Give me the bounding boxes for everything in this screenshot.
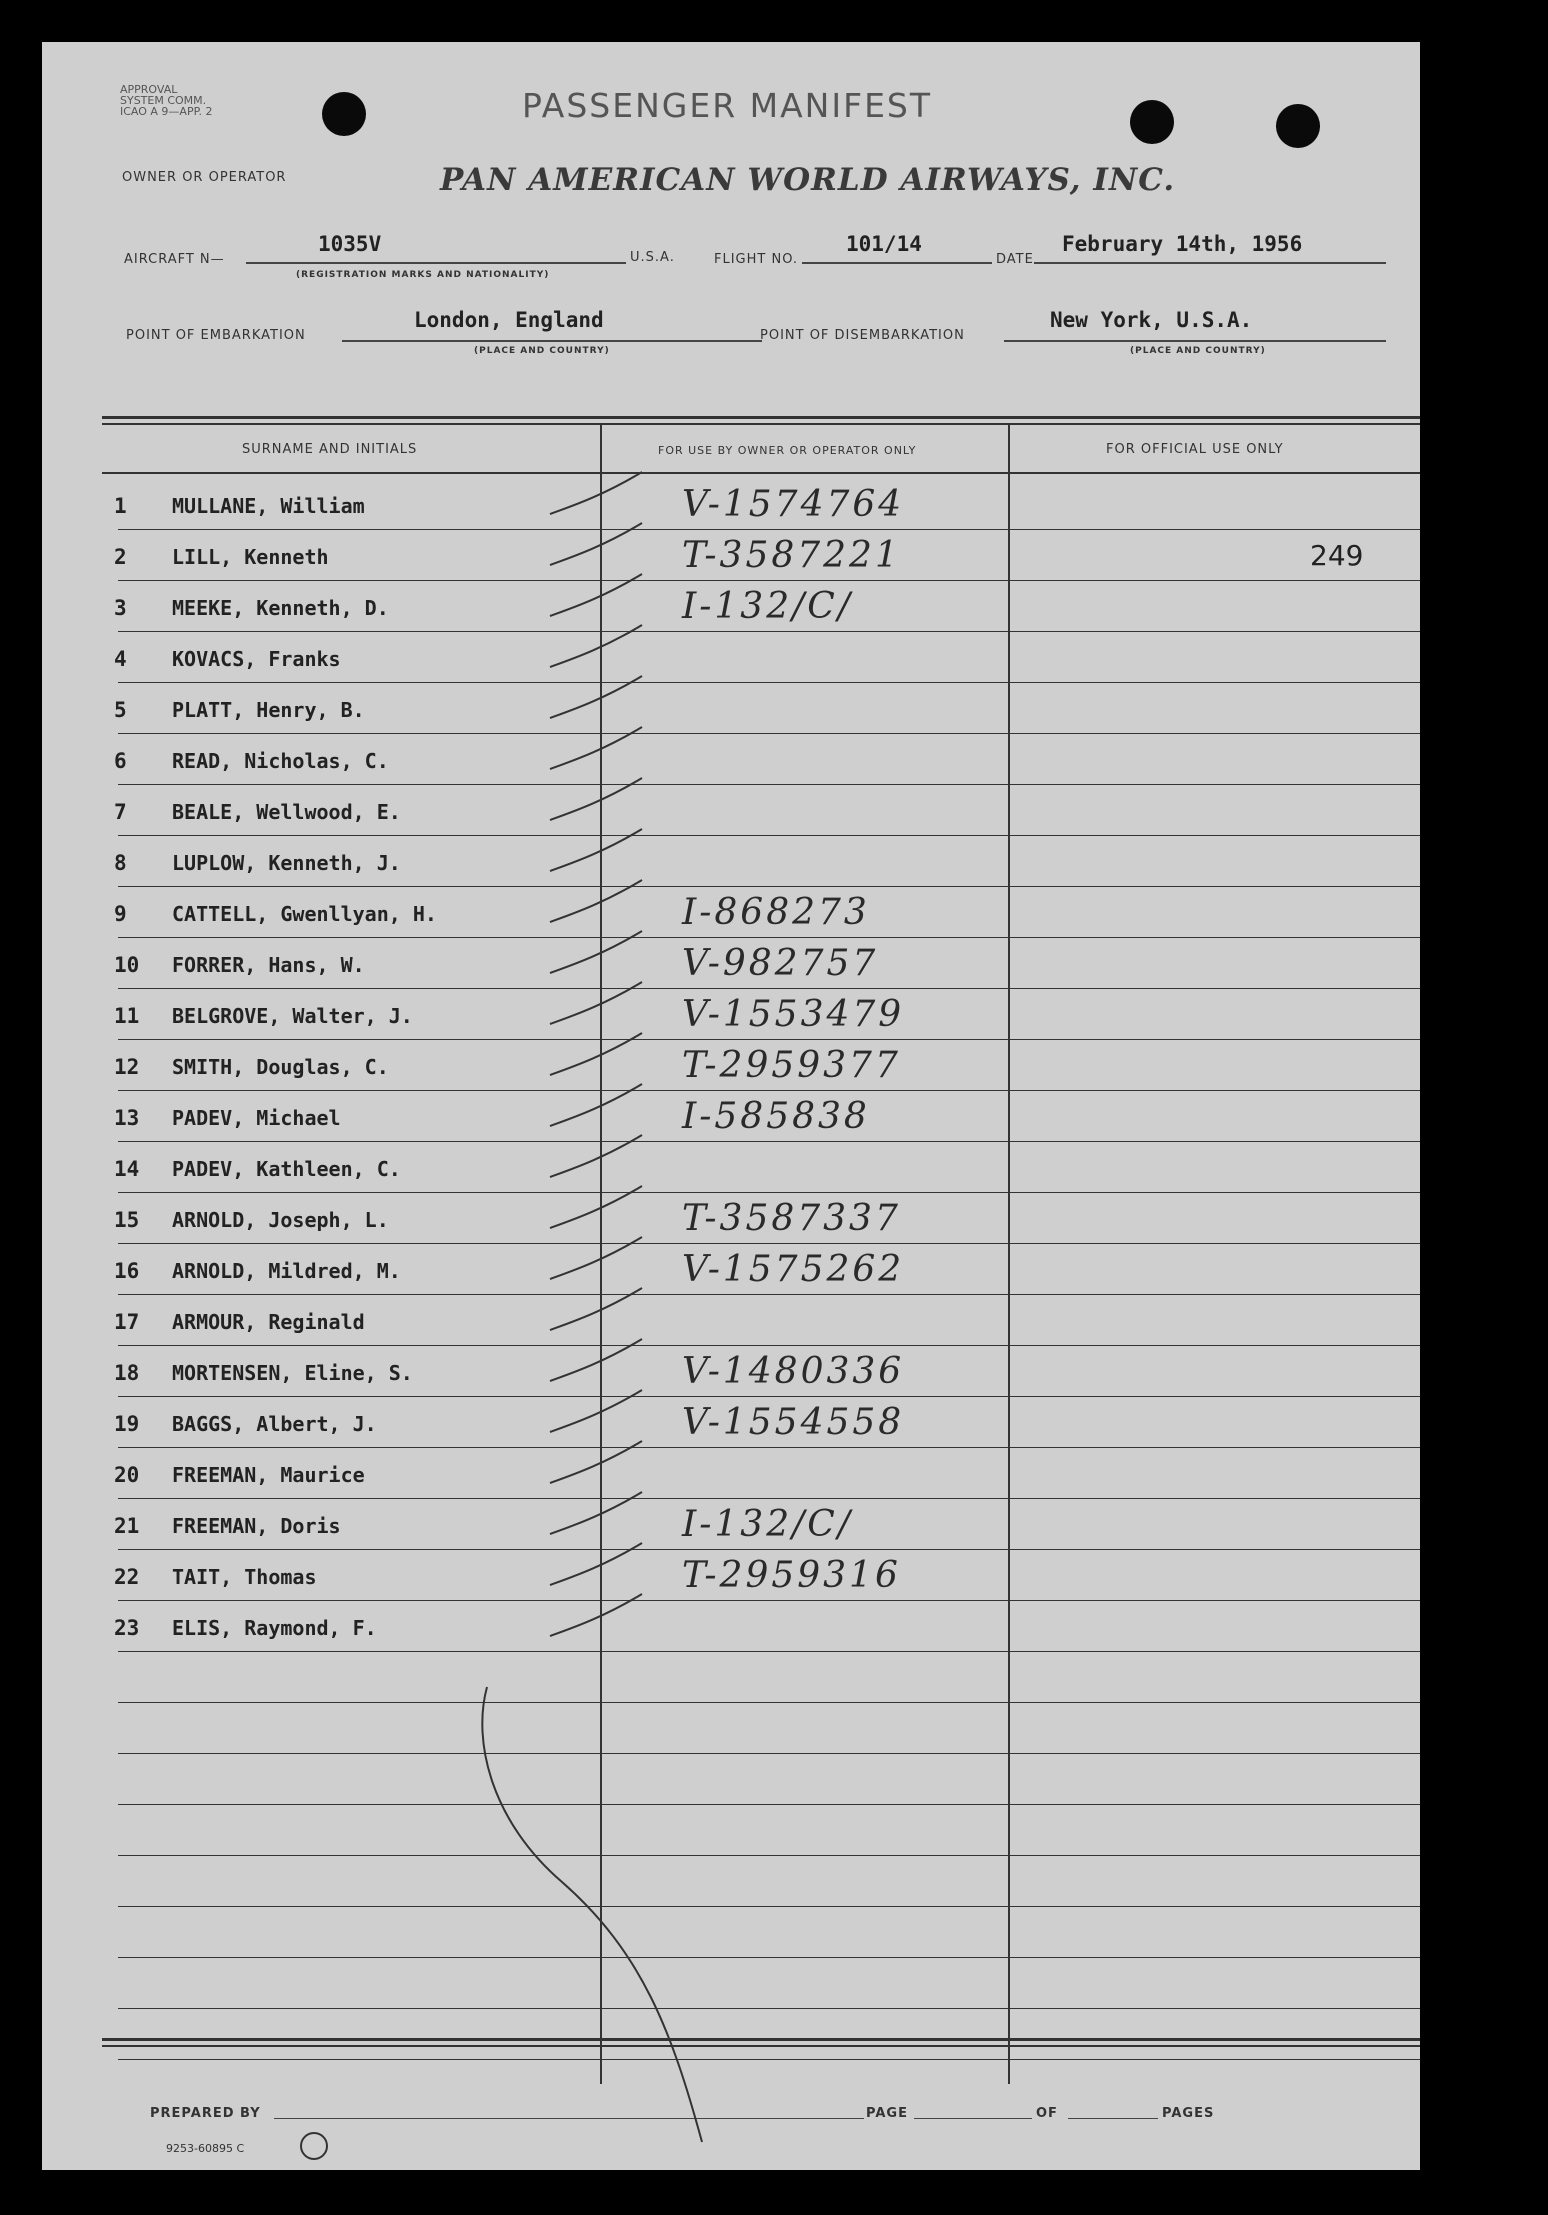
passenger-name: READ, Nicholas, C. bbox=[172, 749, 389, 773]
of-label: OF bbox=[1036, 2106, 1058, 2121]
aircraft-label: AIRCRAFT N— bbox=[124, 252, 225, 267]
pages-label: PAGES bbox=[1162, 2106, 1215, 2121]
passenger-name: FORRER, Hans, W. bbox=[172, 953, 365, 977]
col-owner-header: FOR USE BY OWNER OR OPERATOR ONLY bbox=[658, 444, 917, 457]
registration-note: (REGISTRATION MARKS AND NATIONALITY) bbox=[296, 270, 550, 280]
flight-value: 101/14 bbox=[846, 232, 922, 256]
passenger-name: BELGROVE, Walter, J. bbox=[172, 1004, 413, 1028]
official-note: 249 bbox=[1310, 539, 1364, 572]
owner-label: OWNER OR OPERATOR bbox=[122, 170, 287, 185]
col-surname-header: SURNAME AND INITIALS bbox=[242, 442, 418, 457]
passenger-name: ARNOLD, Joseph, L. bbox=[172, 1208, 389, 1232]
passenger-name: MORTENSEN, Eline, S. bbox=[172, 1361, 413, 1385]
approval-line: APPROVAL bbox=[120, 83, 178, 96]
row-number: 4 bbox=[114, 647, 127, 671]
passenger-name: PADEV, Kathleen, C. bbox=[172, 1157, 401, 1181]
ticket-number: I-132/C/ bbox=[682, 586, 853, 627]
ticket-number: I-132/C/ bbox=[682, 1504, 853, 1545]
passenger-name: ELIS, Raymond, F. bbox=[172, 1616, 377, 1640]
disembarkation-place-note: (PLACE AND COUNTRY) bbox=[1130, 346, 1266, 356]
row-number: 17 bbox=[114, 1310, 140, 1334]
row-number: 12 bbox=[114, 1055, 140, 1079]
disembarkation-label: POINT OF DISEMBARKATION bbox=[760, 328, 965, 343]
passenger-name: PLATT, Henry, B. bbox=[172, 698, 365, 722]
passenger-name: LUPLOW, Kenneth, J. bbox=[172, 851, 401, 875]
ticket-number: V-1480336 bbox=[682, 1351, 905, 1392]
row-number: 13 bbox=[114, 1106, 140, 1130]
ticket-number: V-1575262 bbox=[682, 1249, 905, 1290]
ticket-number: V-1553479 bbox=[682, 994, 905, 1035]
ticket-number: T-2959377 bbox=[682, 1045, 901, 1086]
approval-line: SYSTEM COMM. bbox=[120, 94, 207, 107]
col-official-header: FOR OFFICIAL USE ONLY bbox=[1106, 442, 1284, 457]
row-number: 18 bbox=[114, 1361, 140, 1385]
approval-line: ICAO A 9—APP. 2 bbox=[120, 105, 213, 118]
row-number: 15 bbox=[114, 1208, 140, 1232]
row-number: 10 bbox=[114, 953, 140, 977]
date-value: February 14th, 1956 bbox=[1062, 232, 1303, 256]
row-number: 8 bbox=[114, 851, 127, 875]
nationality-label: U.S.A. bbox=[630, 250, 675, 265]
row-number: 16 bbox=[114, 1259, 140, 1283]
row-number: 7 bbox=[114, 800, 127, 824]
embarkation-value: London, England bbox=[414, 308, 604, 332]
row-number: 21 bbox=[114, 1514, 140, 1538]
page-label: PAGE bbox=[866, 2106, 908, 2121]
ticket-number: T-3587221 bbox=[682, 535, 901, 576]
embarkation-place-note: (PLACE AND COUNTRY) bbox=[474, 346, 610, 356]
row-number: 11 bbox=[114, 1004, 140, 1028]
aircraft-value: 1035V bbox=[318, 232, 382, 256]
passenger-name: CATTELL, Gwenllyan, H. bbox=[172, 902, 437, 926]
row-number: 14 bbox=[114, 1157, 140, 1181]
disembarkation-value: New York, U.S.A. bbox=[1050, 308, 1253, 332]
ticket-number: T-3587337 bbox=[682, 1198, 901, 1239]
passenger-name: FREEMAN, Doris bbox=[172, 1514, 341, 1538]
row-number: 5 bbox=[114, 698, 127, 722]
prepared-by-label: PREPARED BY bbox=[150, 2106, 261, 2121]
row-number: 23 bbox=[114, 1616, 140, 1640]
passenger-name: LILL, Kenneth bbox=[172, 545, 329, 569]
form-code: 9253-60895 C bbox=[166, 2142, 245, 2155]
ticket-number: V-1574764 bbox=[682, 484, 905, 525]
passenger-name: ARMOUR, Reginald bbox=[172, 1310, 365, 1334]
flight-label: FLIGHT NO. bbox=[714, 252, 799, 267]
row-number: 19 bbox=[114, 1412, 140, 1436]
row-number: 3 bbox=[114, 596, 127, 620]
ticket-number: V-982757 bbox=[682, 943, 879, 984]
handwritten-curve bbox=[42, 42, 1420, 2170]
row-number: 22 bbox=[114, 1565, 140, 1589]
row-number: 9 bbox=[114, 902, 127, 926]
passenger-name: TAIT, Thomas bbox=[172, 1565, 317, 1589]
embarkation-label: POINT OF EMBARKATION bbox=[126, 328, 306, 343]
ticket-number: V-1554558 bbox=[682, 1402, 905, 1443]
date-label: DATE bbox=[996, 252, 1034, 267]
passenger-name: FREEMAN, Maurice bbox=[172, 1463, 365, 1487]
row-number: 1 bbox=[114, 494, 127, 518]
passenger-name: BEALE, Wellwood, E. bbox=[172, 800, 401, 824]
ticket-number: T-2959316 bbox=[682, 1555, 901, 1596]
passenger-name: BAGGS, Albert, J. bbox=[172, 1412, 377, 1436]
row-number: 20 bbox=[114, 1463, 140, 1487]
passenger-name: MEEKE, Kenneth, D. bbox=[172, 596, 389, 620]
ticket-number: I-585838 bbox=[682, 1096, 870, 1137]
row-number: 6 bbox=[114, 749, 127, 773]
ticket-number: I-868273 bbox=[682, 892, 870, 933]
passenger-name: PADEV, Michael bbox=[172, 1106, 341, 1130]
page-title: PASSENGER MANIFEST bbox=[522, 86, 933, 125]
passenger-name: MULLANE, William bbox=[172, 494, 365, 518]
row-number: 2 bbox=[114, 545, 127, 569]
passenger-name: KOVACS, Franks bbox=[172, 647, 341, 671]
passenger-name: SMITH, Douglas, C. bbox=[172, 1055, 389, 1079]
manifest-sheet bbox=[42, 42, 1420, 2170]
passenger-name: ARNOLD, Mildred, M. bbox=[172, 1259, 401, 1283]
operator-name: PAN AMERICAN WORLD AIRWAYS, INC. bbox=[440, 162, 1176, 198]
